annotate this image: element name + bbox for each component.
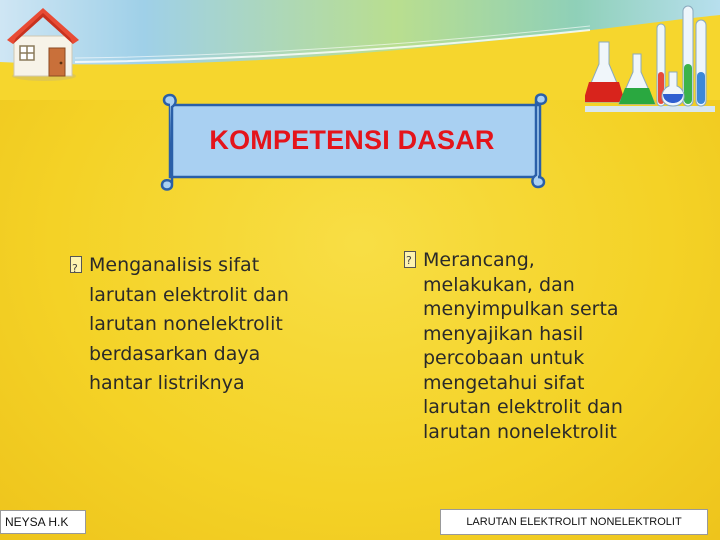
slide-title: KOMPETENSI DASAR <box>209 125 495 155</box>
missing-glyph-bullet-icon <box>70 256 82 273</box>
chemistry-glassware-icon <box>585 2 715 114</box>
house-icon <box>4 2 82 82</box>
right-rest-text: melakukan, dan menyimpulkan serta menyajikan hasil percobaan untuk mengetahui sifat larutan elektrolit dan larutan nonelektrolit <box>423 273 623 443</box>
left-first-line-text: Menganalisis sifat <box>89 254 260 276</box>
missing-glyph-bullet-icon <box>404 251 416 268</box>
right-first-line-text: Merancang, <box>423 249 535 271</box>
left-competency-text <box>70 251 320 399</box>
right-competency-text <box>404 248 654 444</box>
left-first-line <box>70 251 320 281</box>
right-first-line <box>404 248 654 273</box>
left-rest-text: larutan elektrolit dan larutan nonelektrolit berdasarkan daya hantar listriknya <box>89 283 289 394</box>
footer-author: NEYSA H.K <box>0 510 86 534</box>
footer-topic: LARUTAN ELEKTROLIT NONELEKTROLIT <box>440 509 708 535</box>
home-button[interactable] <box>4 2 82 82</box>
